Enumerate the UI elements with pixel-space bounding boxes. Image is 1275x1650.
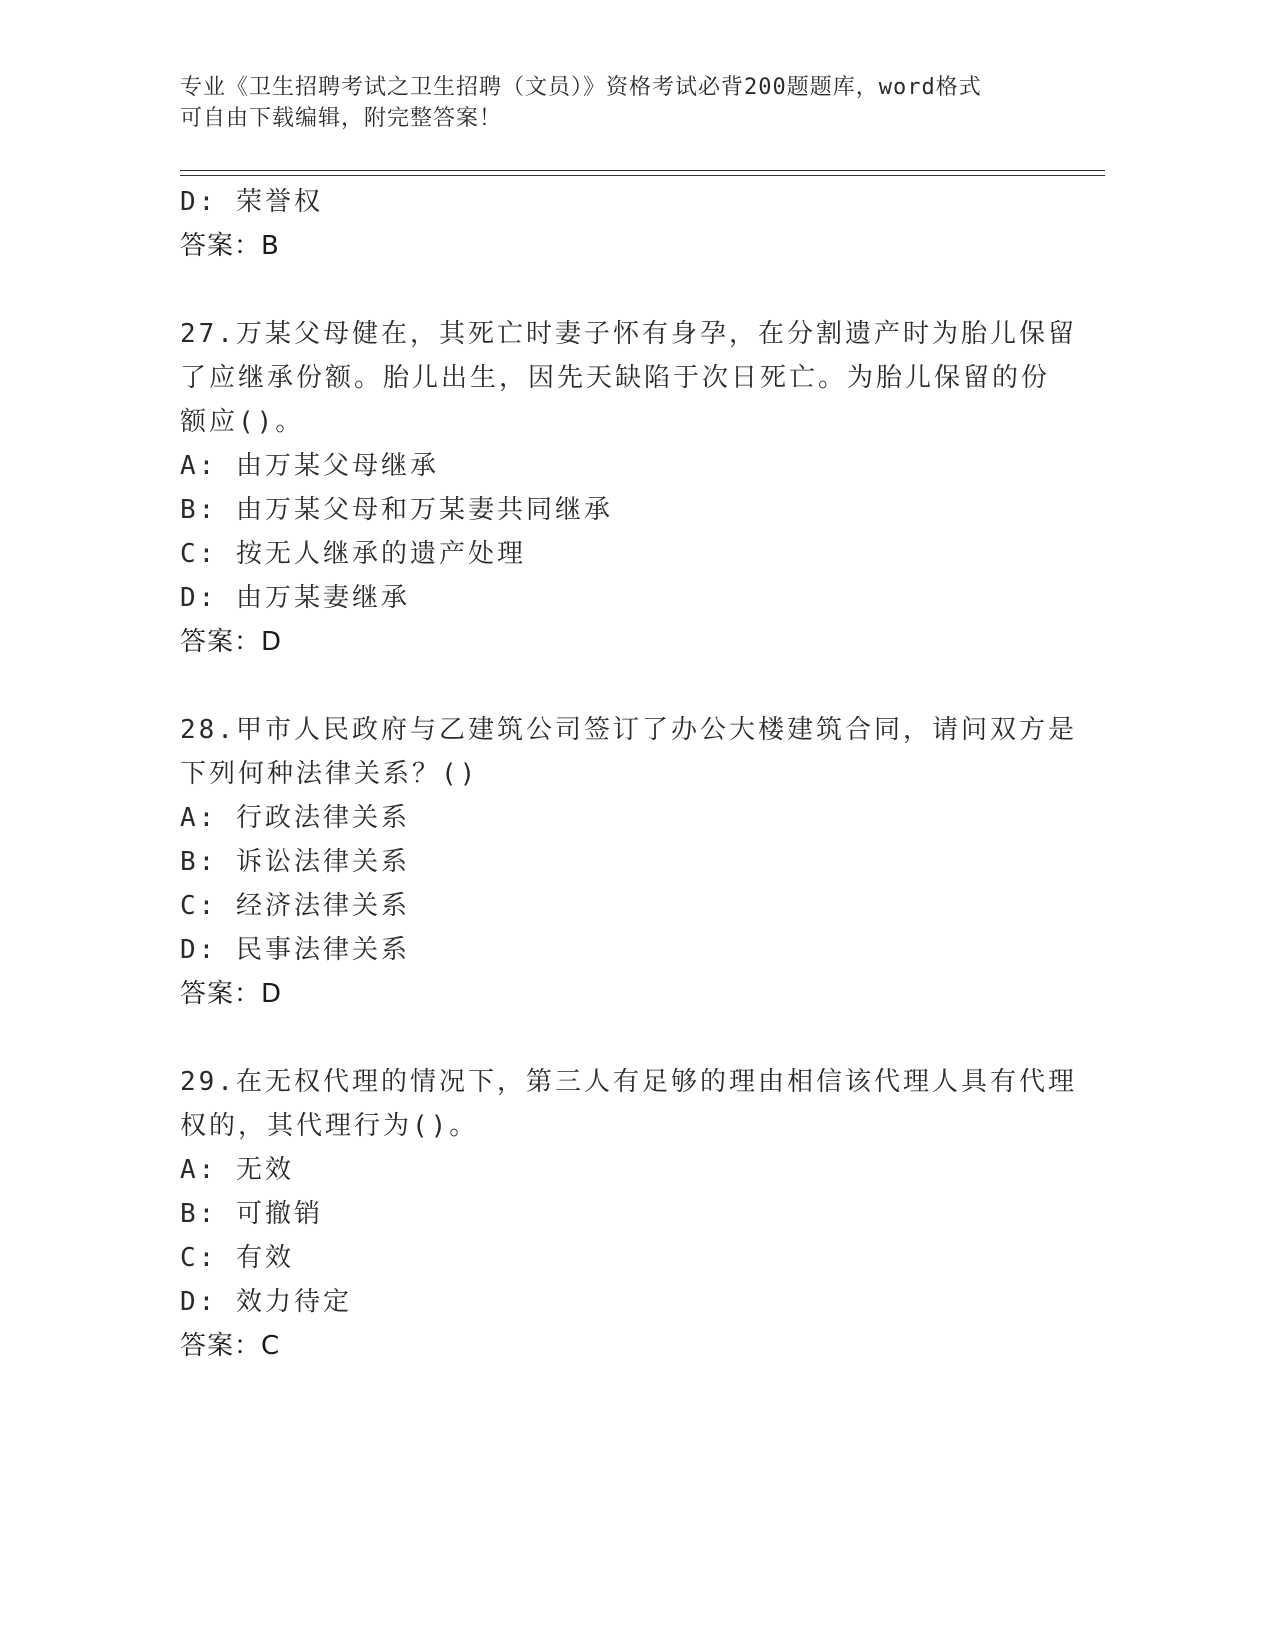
answer-line: 答案：B <box>180 231 280 261</box>
option-b: B: 由万某父母和万某妻共同继承 <box>180 495 613 525</box>
question-stem-line: 28.甲市人民政府与乙建筑公司签订了办公大楼建筑合同，请问双方是 <box>180 715 1077 745</box>
header-divider-bottom <box>180 175 1105 176</box>
option-d: D: 由万某妻继承 <box>180 583 410 613</box>
answer-line: 答案：D <box>180 979 283 1009</box>
question-stem-line: 了应继承份额。胎儿出生，因先天缺陷于次日死亡。为胎儿保留的份 <box>180 363 1051 393</box>
spacer <box>180 268 1060 312</box>
option-c: C: 按无人继承的遗产处理 <box>180 539 526 569</box>
answer-line: 答案：D <box>180 627 283 657</box>
option-b: B: 可撤销 <box>180 1199 323 1229</box>
header-line-2: 可自由下载编辑，附完整答案！ <box>180 106 503 131</box>
question-block-previous <box>180 180 1060 268</box>
question-stem-line: 27.万某父母健在，其死亡时妻子怀有身孕，在分割遗产时为胎儿保留 <box>180 319 1077 349</box>
document-body <box>180 180 1077 1368</box>
option-d: D: 效力待定 <box>180 1287 352 1317</box>
answer-line: 答案：C <box>180 1331 281 1361</box>
spacer <box>180 664 1060 708</box>
question-stem-line: 额应()。 <box>180 407 305 437</box>
option-c: C: 经济法律关系 <box>180 891 410 921</box>
question-stem-line: 29.在无权代理的情况下，第三人有足够的理由相信该代理人具有代理 <box>180 1067 1077 1097</box>
option-c: C: 有效 <box>180 1243 294 1273</box>
header-divider-top <box>180 170 1105 171</box>
option-b: B: 诉讼法律关系 <box>180 847 410 877</box>
option-a: A: 由万某父母继承 <box>180 451 439 481</box>
header-line-1: 专业《卫生招聘考试之卫生招聘（文员）》资格考试必背200题题库，word格式 <box>180 75 982 100</box>
option-a: A: 行政法律关系 <box>180 803 410 833</box>
spacer <box>180 1016 1060 1060</box>
option-a: A: 无效 <box>180 1155 294 1185</box>
document-header <box>180 72 1060 134</box>
question-block-28 <box>180 708 1077 1016</box>
question-stem-line: 权的，其代理行为()。 <box>180 1111 479 1141</box>
question-block-29 <box>180 1060 1077 1368</box>
option-d: D: 民事法律关系 <box>180 935 410 965</box>
question-stem-line: 下列何种法律关系？() <box>180 759 479 789</box>
question-block-27 <box>180 312 1077 664</box>
option-d: D: 荣誉权 <box>180 187 323 217</box>
